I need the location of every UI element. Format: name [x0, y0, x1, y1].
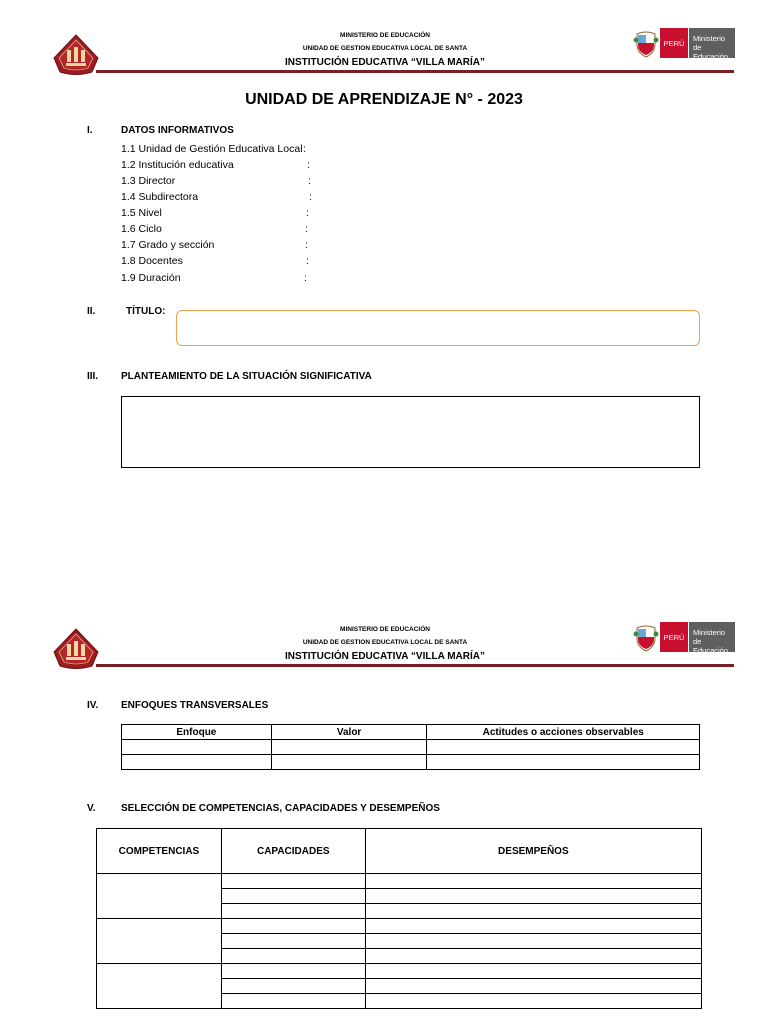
info-label: 1.2 Institución educativa — [121, 159, 234, 171]
table-cell[interactable] — [271, 740, 427, 755]
page-header — [0, 620, 768, 680]
institucion-header: INSTITUCIÓN EDUCATIVA “VILLA MARÍA” — [285, 651, 485, 662]
table-cell[interactable] — [427, 740, 700, 755]
document-title: UNIDAD DE APRENDIZAJE N° - 2023 — [245, 91, 523, 108]
info-label: 1.3 Director — [121, 175, 176, 187]
column-header: CAPACIDADES — [221, 829, 365, 874]
ministerio-label — [689, 622, 735, 655]
info-colon: : — [306, 207, 309, 219]
peru-shield-icon — [633, 624, 659, 652]
info-colon: : — [309, 191, 312, 203]
column-header: Valor — [271, 725, 427, 740]
header-divider — [96, 664, 734, 667]
school-crest-icon — [52, 628, 100, 670]
ministerio-header: MINISTERIO DE EDUCACIÓN — [340, 32, 430, 39]
capacidad-cell[interactable] — [221, 874, 365, 889]
table-row — [122, 755, 700, 770]
info-colon: : — [303, 143, 306, 155]
info-label: 1.7 Grado y sección — [121, 239, 215, 251]
section-number: II. — [87, 306, 96, 317]
info-label: 1.8 Docentes — [121, 255, 183, 267]
desempeno-cell[interactable] — [365, 994, 701, 1009]
capacidad-cell[interactable] — [221, 889, 365, 904]
table-cell[interactable] — [427, 755, 700, 770]
capacidad-cell[interactable] — [221, 994, 365, 1009]
desempeno-cell[interactable] — [365, 904, 701, 919]
minedu-logo — [633, 622, 735, 654]
info-colon: : — [306, 255, 309, 267]
desempeno-cell[interactable] — [365, 934, 701, 949]
info-label: 1.5 Nivel — [121, 207, 162, 219]
header-divider — [96, 70, 734, 73]
info-colon: : — [305, 239, 308, 251]
ministerio-line1: Ministerio — [693, 34, 726, 43]
info-colon: : — [308, 175, 311, 187]
capacidad-cell[interactable] — [221, 934, 365, 949]
situacion-text-box[interactable] — [121, 396, 700, 468]
capacidad-cell[interactable] — [221, 949, 365, 964]
info-colon: : — [305, 223, 308, 235]
info-colon: : — [304, 272, 307, 284]
section-number: V. — [87, 803, 96, 814]
ministerio-line2: de Educación — [693, 637, 729, 655]
table-row — [97, 964, 702, 979]
ministerio-line1: Ministerio — [693, 628, 726, 637]
institucion-header: INSTITUCIÓN EDUCATIVA “VILLA MARÍA” — [285, 57, 485, 68]
desempeno-cell[interactable] — [365, 874, 701, 889]
info-label: 1.9 Duración — [121, 272, 181, 284]
section-number: IV. — [87, 700, 99, 711]
table-header-row — [122, 725, 700, 740]
section-title-datos: DATOS INFORMATIVOS — [121, 125, 234, 136]
table-cell[interactable] — [122, 740, 272, 755]
capacidad-cell[interactable] — [221, 919, 365, 934]
peru-label: PERÚ — [660, 622, 688, 652]
info-label: 1.4 Subdirectora — [121, 191, 199, 203]
titulo-input-box[interactable] — [176, 310, 700, 346]
ugel-header: UNIDAD DE GESTION EDUCATIVA LOCAL DE SANTA — [302, 639, 468, 646]
desempeno-cell[interactable] — [365, 949, 701, 964]
section-number: III. — [87, 371, 99, 382]
page-header — [0, 26, 768, 86]
section-title-titulo: TÍTULO: — [126, 306, 166, 317]
table-cell[interactable] — [122, 755, 272, 770]
desempeno-cell[interactable] — [365, 964, 701, 979]
section-title-competencias: SELECCIÓN DE COMPETENCIAS, CAPACIDADES Y DESEMPEÑOS — [121, 803, 440, 814]
competencia-cell[interactable] — [97, 919, 222, 964]
enfoques-table — [121, 724, 700, 770]
info-label: 1.1 Unidad de Gestión Educativa Local — [121, 143, 303, 155]
column-header: COMPETENCIAS — [97, 829, 222, 874]
desempeno-cell[interactable] — [365, 979, 701, 994]
section-number: I. — [87, 125, 93, 136]
capacidad-cell[interactable] — [221, 964, 365, 979]
table-row — [97, 919, 702, 934]
capacidad-cell[interactable] — [221, 979, 365, 994]
table-cell[interactable] — [271, 755, 427, 770]
peru-label: PERÚ — [660, 28, 688, 58]
section-title-enfoques: ENFOQUES TRANSVERSALES — [121, 700, 269, 711]
capacidad-cell[interactable] — [221, 904, 365, 919]
column-header: Actitudes o acciones observables — [427, 725, 700, 740]
ministerio-label — [689, 28, 735, 61]
school-crest-icon — [52, 34, 100, 76]
desempeno-cell[interactable] — [365, 919, 701, 934]
ministerio-header: MINISTERIO DE EDUCACIÓN — [340, 626, 430, 633]
info-label: 1.6 Ciclo — [121, 223, 162, 235]
column-header: DESEMPEÑOS — [365, 829, 701, 874]
desempeno-cell[interactable] — [365, 889, 701, 904]
table-header-row — [97, 829, 702, 874]
column-header: Enfoque — [122, 725, 272, 740]
table-row — [122, 740, 700, 755]
ugel-header: UNIDAD DE GESTION EDUCATIVA LOCAL DE SANTA — [302, 45, 468, 52]
ministerio-line2: de Educación — [693, 43, 729, 61]
table-row — [97, 874, 702, 889]
info-colon: : — [307, 159, 310, 171]
minedu-logo — [633, 28, 735, 60]
section-title-situacion: PLANTEAMIENTO DE LA SITUACIÓN SIGNIFICATIVA — [121, 371, 372, 382]
competencia-cell[interactable] — [97, 874, 222, 919]
peru-shield-icon — [633, 30, 659, 58]
competencias-table — [96, 828, 702, 1009]
competencia-cell[interactable] — [97, 964, 222, 1009]
